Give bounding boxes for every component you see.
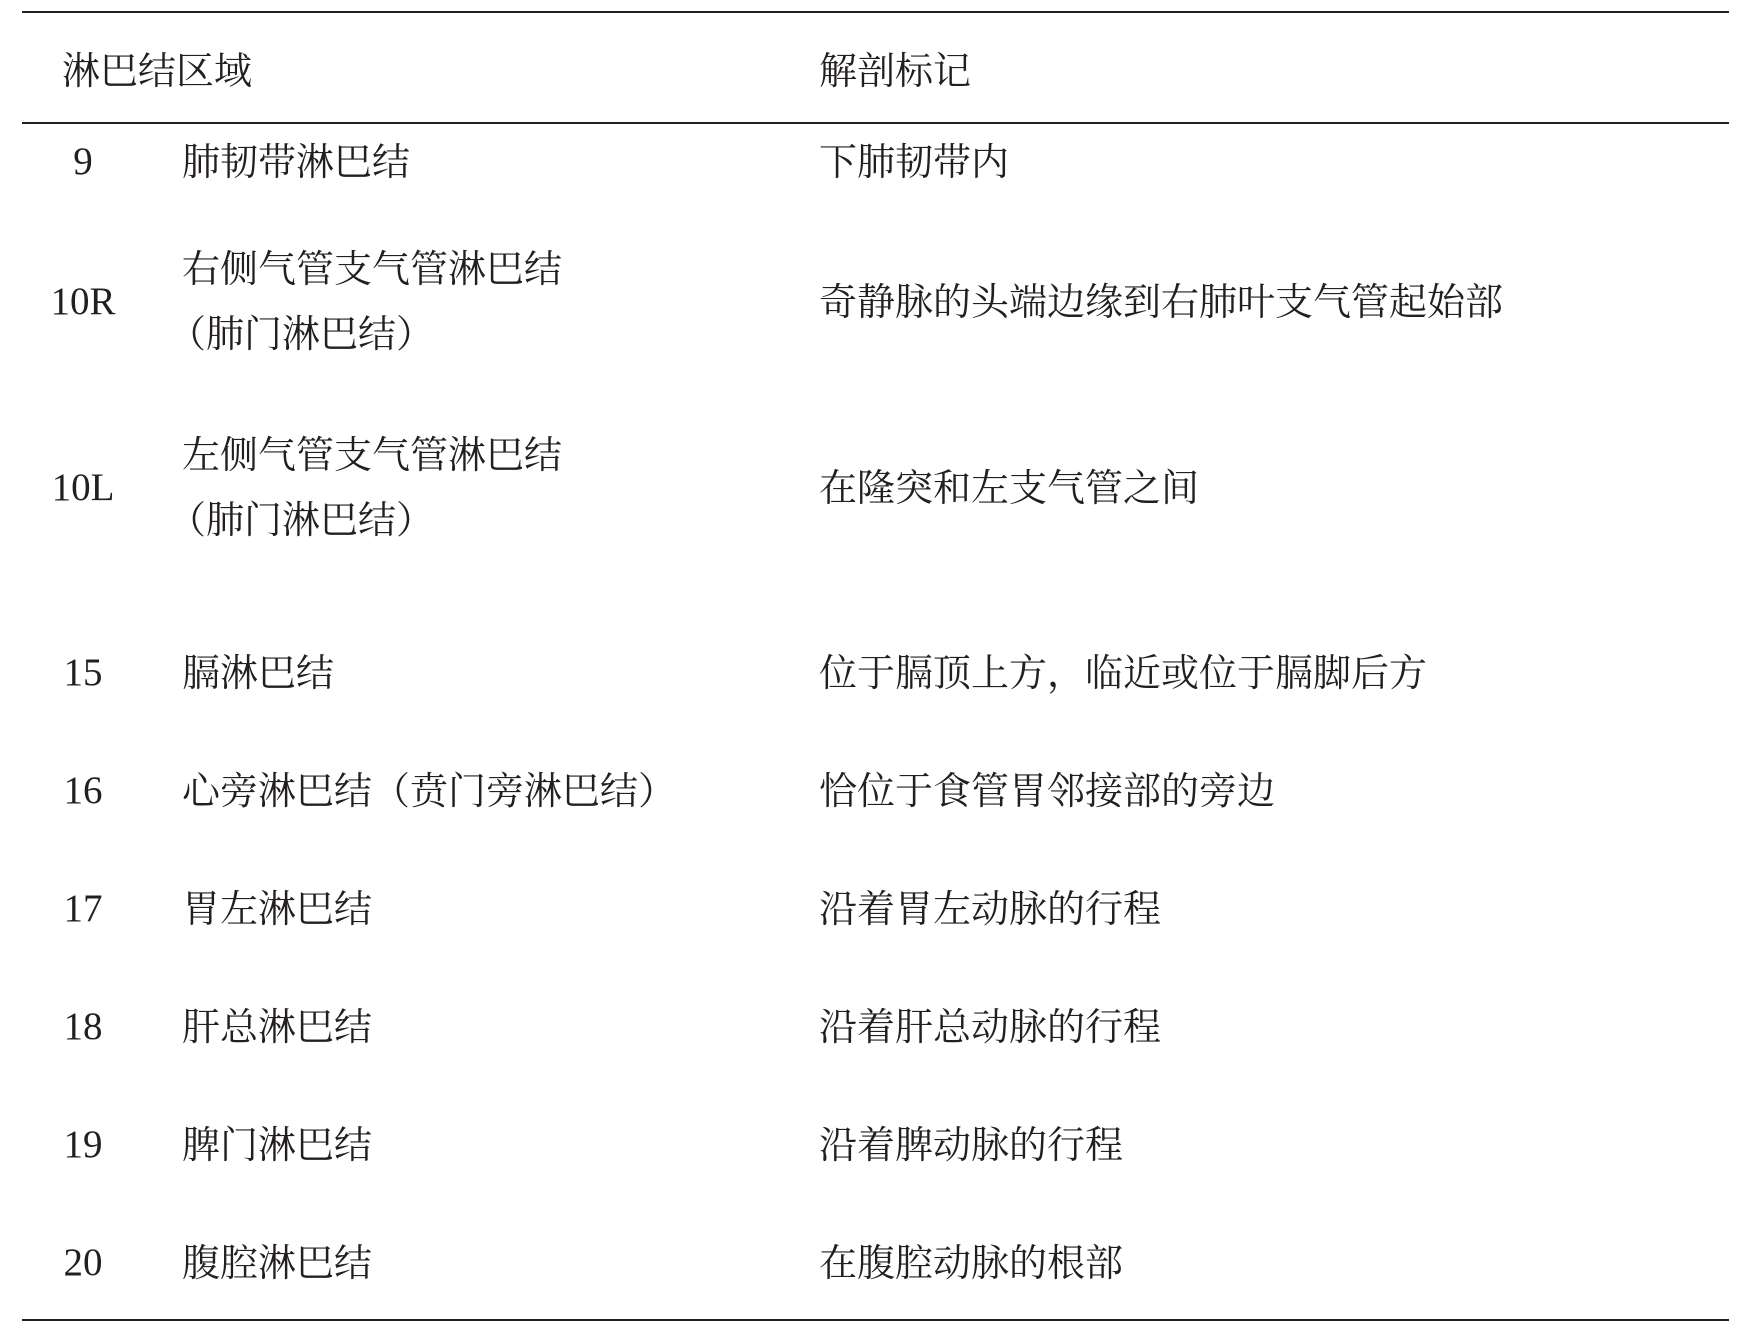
- station-name-line: （肺门淋巴结）: [168, 498, 435, 542]
- station-number: 16: [63, 769, 103, 812]
- station-name-line: 腹腔淋巴结: [182, 1241, 373, 1285]
- header-station: 淋巴结区域: [62, 49, 253, 93]
- station-name-line: 肺韧带淋巴结: [182, 140, 411, 184]
- station-number: 20: [63, 1241, 103, 1284]
- station-name: [182, 1118, 372, 1172]
- station-name-line: 膈淋巴结: [182, 651, 335, 695]
- anatomic-landmark: 沿着胃左动脉的行程: [819, 887, 1162, 931]
- station-number: 9: [73, 140, 93, 183]
- station-number: 18: [63, 1005, 103, 1048]
- station-name: [182, 646, 334, 700]
- anatomic-landmark: 在隆突和左支气管之间: [819, 466, 1200, 510]
- anatomic-landmark: 下肺韧带内: [819, 140, 1010, 184]
- station-name-line: 肝总淋巴结: [182, 1005, 373, 1049]
- anatomic-landmark: 沿着脾动脉的行程: [819, 1123, 1124, 1167]
- header-landmark: 解剖标记: [819, 49, 972, 93]
- anatomic-landmark: 位于膈顶上方，临近或位于膈脚后方: [819, 651, 1428, 695]
- station-number: 17: [63, 887, 103, 930]
- station-name-line: 右侧气管支气管淋巴结: [182, 247, 563, 291]
- header-rule: [22, 122, 1729, 124]
- station-name-line: 脾门淋巴结: [182, 1123, 373, 1167]
- anatomic-landmark: 在腹腔动脉的根部: [819, 1241, 1124, 1285]
- station-name: [168, 242, 563, 361]
- station-name-line: 胃左淋巴结: [182, 887, 373, 931]
- station-name-line: （肺门淋巴结）: [168, 312, 435, 356]
- station-number: 10R: [50, 280, 116, 323]
- station-name: [182, 882, 372, 936]
- station-name: [182, 1236, 372, 1290]
- bottom-rule: [22, 1319, 1729, 1321]
- anatomic-landmark: 沿着肝总动脉的行程: [819, 1005, 1162, 1049]
- lymph-node-table: [22, 11, 1729, 1321]
- top-rule: [22, 11, 1729, 13]
- station-name: [182, 764, 676, 818]
- station-name-line: 左侧气管支气管淋巴结: [182, 433, 563, 477]
- station-name: [182, 135, 410, 189]
- station-name-line: 心旁淋巴结（贲门旁淋巴结）: [182, 769, 677, 813]
- station-number: 10L: [51, 466, 115, 509]
- station-number: 15: [63, 651, 103, 694]
- station-name: [168, 428, 563, 547]
- anatomic-landmark: 恰位于食管胃邻接部的旁边: [819, 769, 1276, 813]
- station-name: [182, 1000, 372, 1054]
- anatomic-landmark: 奇静脉的头端边缘到右肺叶支气管起始部: [819, 280, 1504, 324]
- station-number: 19: [63, 1123, 103, 1166]
